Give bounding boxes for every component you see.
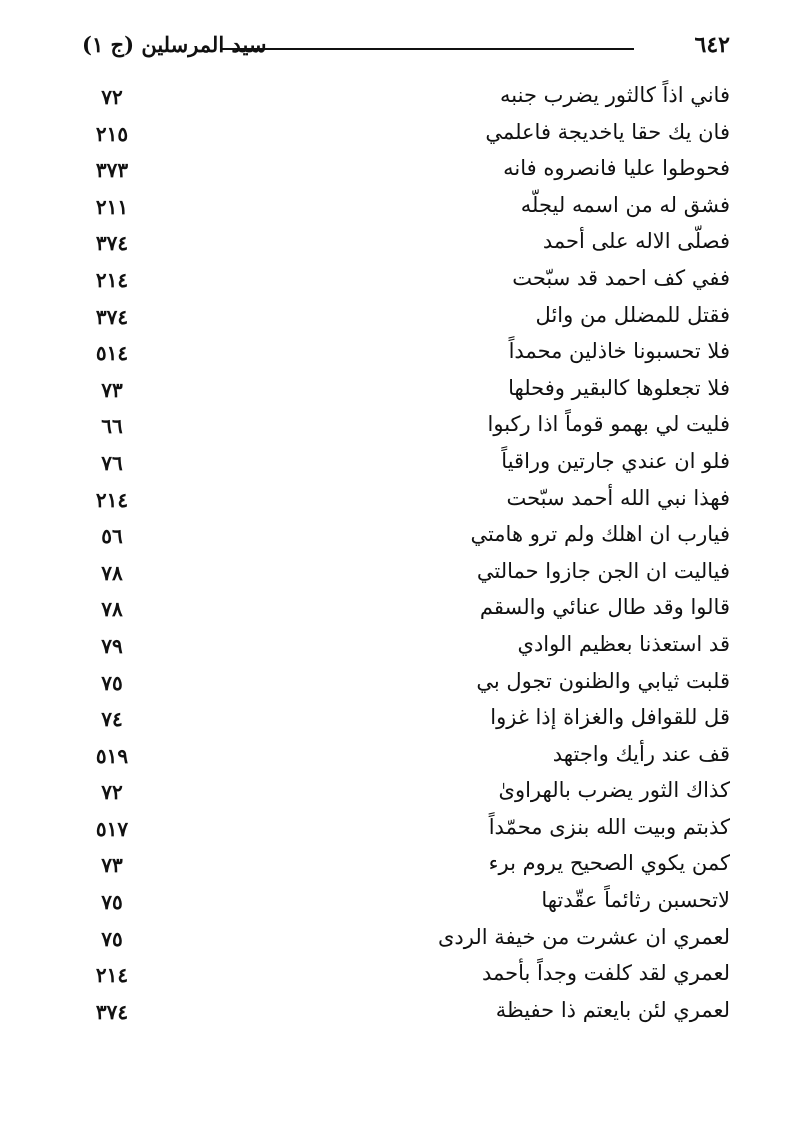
- page-reference: ٢١١: [95, 194, 129, 219]
- verse-text: فحوطوا عليا فانصروه فانه: [503, 156, 730, 181]
- verse-text: لعمري لقد كلفت وجداً بأحمد: [481, 961, 730, 986]
- verse-text: لعمري ان عشرت من خيفة الردى: [438, 924, 730, 949]
- index-entry: [82, 225, 730, 262]
- page-reference: ٢١٤: [95, 963, 129, 988]
- page-reference: ٢١٥: [95, 121, 129, 146]
- index-entry: [82, 482, 730, 519]
- page-reference: ٢١٤: [95, 487, 129, 512]
- header-rule: [222, 48, 634, 50]
- page-reference: ٧٢: [101, 780, 123, 805]
- verse-text: فهذا نبي الله أحمد سبّحت: [506, 485, 730, 510]
- index-entry: [82, 847, 730, 884]
- index-entry: [82, 152, 730, 189]
- running-title: سيد المرسلين (ج ١): [82, 32, 267, 57]
- page-reference: ٣٧٤: [95, 999, 129, 1024]
- index-entry: [82, 774, 730, 811]
- page-reference: ٥١٤: [95, 341, 129, 366]
- page-reference: ٧٢: [101, 85, 123, 109]
- verse-text: قالوا وقد طال عنائي والسقم: [479, 595, 730, 620]
- page-reference: ٥١٩: [95, 743, 129, 768]
- index-entry: [82, 921, 730, 958]
- page-reference: ٧٦: [101, 450, 123, 475]
- page-reference: ٣٧٤: [95, 231, 129, 256]
- verse-text: فان يك حقا ياخديجة فاعلمي: [485, 119, 730, 144]
- index-entry: [82, 811, 730, 848]
- verse-text: كمن يكوي الصحيح يروم برء: [488, 851, 730, 876]
- page-reference: ٧٣: [101, 377, 123, 402]
- page-reference: ٧٨: [101, 597, 123, 622]
- page-number: ٦٤٢: [694, 32, 730, 58]
- verse-text: قد استعذنا بعظيم الوادي: [517, 631, 730, 656]
- index-entry: [82, 79, 730, 116]
- verse-text: كذاك الثور يضرب بالهراوىٰ: [498, 778, 730, 803]
- page-reference: ٧٥: [101, 926, 123, 951]
- index-entry: [82, 445, 730, 482]
- index-entry: [82, 372, 730, 409]
- verse-text: كذبتم وبيت الله بنزى محمّداً: [488, 814, 730, 839]
- verse-text: ففي كف احمد قد سبّحت: [512, 265, 730, 290]
- verse-text: لعمري لئن بايعتم ذا حفيظة: [495, 997, 730, 1022]
- page-reference: ٣٧٣: [95, 158, 129, 183]
- verse-text: قف عند رأيك واجتهد: [552, 741, 730, 766]
- page-reference: ٧٥: [101, 670, 123, 695]
- index-entry: [82, 591, 730, 628]
- verse-text: فيارب ان اهلك ولم ترو هامتي: [470, 522, 730, 547]
- index-entry: [82, 189, 730, 226]
- page-reference: ٧٣: [101, 853, 123, 878]
- verse-text: فقتل للمضلل من وائل: [535, 302, 730, 327]
- index-entry: [82, 884, 730, 921]
- page-reference: ٥٦: [101, 524, 123, 549]
- index-entry: [82, 262, 730, 299]
- index-entry: [82, 555, 730, 592]
- verse-text: قل للقوافل والغزاة إذا غزوا: [490, 705, 730, 730]
- verse-text: فلا تحسبونا خاذلين محمداً: [508, 339, 730, 364]
- index-entry: [82, 665, 730, 702]
- index-entry: [82, 518, 730, 555]
- index-entry: [82, 408, 730, 445]
- index-entry: [82, 957, 730, 994]
- verse-text: فياليت ان الجن جازوا حمالتي: [476, 558, 730, 583]
- page-header: [82, 28, 730, 64]
- verse-text: فشق له من اسمه ليجلّه: [520, 192, 730, 217]
- verse-text: قلبت ثيابي والظنون تجول بي: [476, 668, 730, 693]
- index-entry: [82, 299, 730, 336]
- verse-text: فصلّى الاله على أحمد: [542, 229, 730, 254]
- page-reference: ٧٩: [101, 633, 123, 658]
- index-entry: [82, 701, 730, 738]
- verse-text: لاتحسبن رثائماً عقّدتها: [541, 888, 730, 913]
- verse-text: فليت لي بهمو قوماً اذا ركبوا: [487, 412, 730, 437]
- page-reference: ٥١٧: [95, 816, 129, 841]
- verse-text: فلو ان عندي جارتين وراقياً: [501, 448, 730, 473]
- index-entry: [82, 994, 730, 1031]
- index-entry: [82, 335, 730, 372]
- index-entry: [82, 628, 730, 665]
- page-reference: ٧٤: [101, 707, 123, 732]
- index-entry: [82, 738, 730, 775]
- page-reference: ٧٥: [101, 890, 123, 915]
- verse-text: فلا تجعلوها كالبقير وفحلها: [508, 375, 730, 400]
- page-reference: ٧٨: [101, 560, 123, 585]
- page-reference: ٦٦: [101, 414, 123, 439]
- page-reference: ٣٧٤: [95, 304, 129, 329]
- verse-text: فاني اذاً كالثور يضرب جنبه: [500, 83, 730, 107]
- index-entry: [82, 116, 730, 153]
- verse-index-list: [82, 79, 730, 1030]
- page-reference: ٢١٤: [95, 267, 129, 292]
